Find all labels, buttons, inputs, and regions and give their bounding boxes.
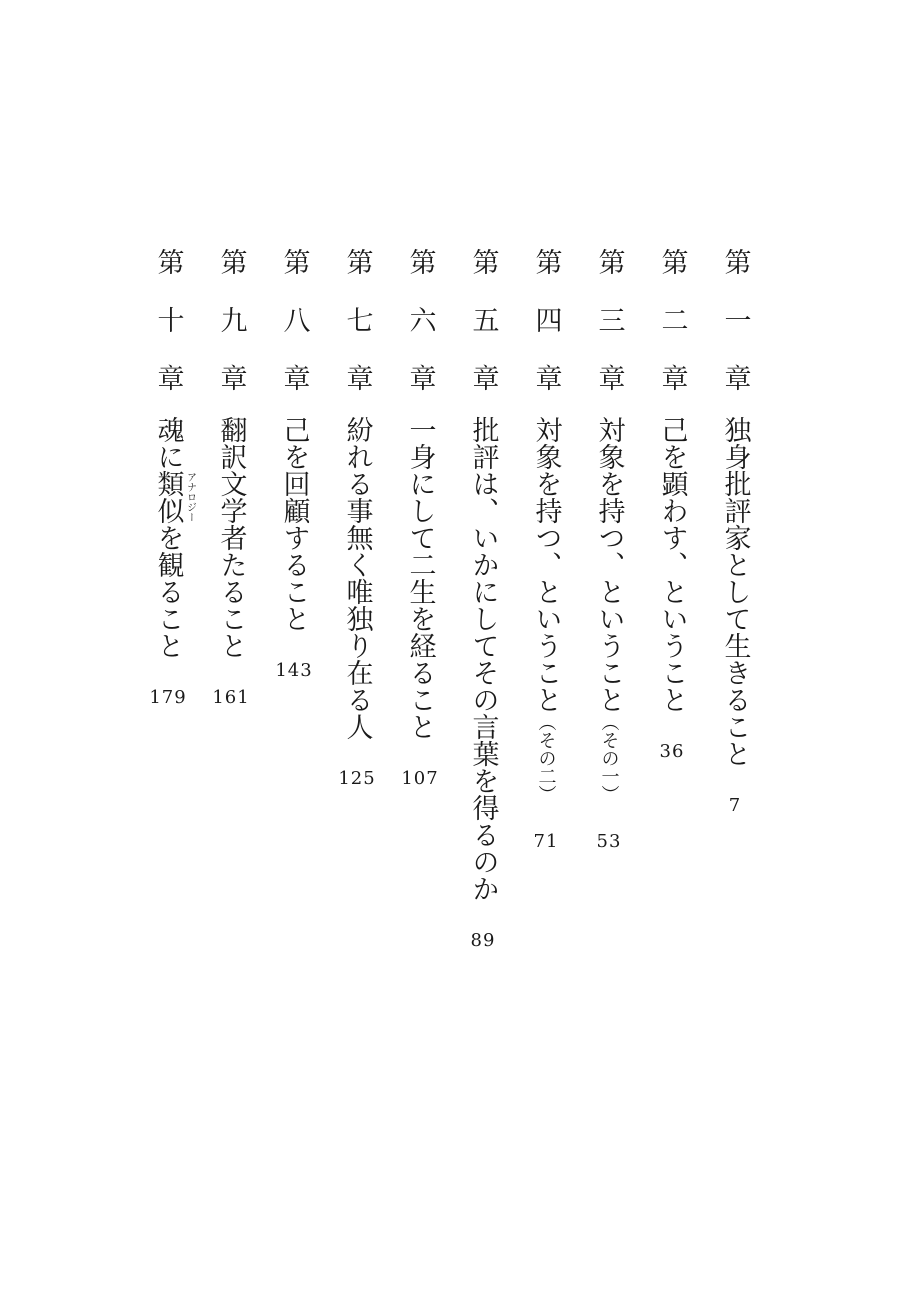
toc-entry-chapter-9[interactable] [211,248,251,707]
toc-entry-chapter-7[interactable] [337,248,377,788]
ruby-annotation: アナロジー [184,472,196,522]
chapter-title: 己を回顧すること [278,416,310,632]
toc-entry-chapter-1[interactable] [715,248,755,815]
page-number: 179 [149,687,187,708]
chapter-label: 第十章 [152,248,184,422]
chapter-title: 対象を持つ、ということ（その一） [593,416,625,803]
chapter-title: 翻訳文学者たること [215,416,247,659]
page-number: 143 [275,660,313,681]
page-number: 71 [533,831,559,852]
toc-entry-chapter-3[interactable] [589,248,629,851]
chapter-label: 第四章 [530,248,562,422]
page-number: 89 [470,930,496,951]
chapter-label: 第九章 [215,248,247,422]
chapter-label: 第五章 [467,248,499,422]
toc-entry-chapter-4[interactable] [526,248,566,851]
chapter-label: 第三章 [593,248,625,422]
toc-entry-chapter-8[interactable] [274,248,314,680]
chapter-label: 第二章 [656,248,688,422]
toc-entry-chapter-10[interactable] [148,248,196,708]
chapter-title: 紛れる事無く唯独り在る人 [341,416,373,740]
chapter-title: 独身批評家として生きること [719,416,751,767]
page-number: 107 [401,768,439,789]
chapter-title: 批評は、いかにしてその言葉を得るのか [467,416,499,902]
chapter-label: 第六章 [404,248,436,422]
chapter-title: 己を顕わす、ということ [656,416,688,713]
page-number: 53 [596,831,622,852]
chapter-title: 一身にして二生を経ること [404,416,436,740]
chapter-title: 対象を持つ、ということ（その二） [530,416,562,803]
page-number: 36 [659,741,685,762]
chapter-label: 第一章 [719,248,751,422]
chapter-label: 第七章 [341,248,373,422]
toc-entry-chapter-6[interactable] [400,248,440,788]
toc-entry-chapter-2[interactable] [652,248,692,761]
chapter-title: 魂に類似を観ること アナロジー [152,416,196,659]
page-number: 7 [728,795,742,816]
chapter-label: 第八章 [278,248,310,422]
toc-entry-chapter-5[interactable] [463,248,503,950]
page-number: 161 [212,687,250,708]
page-number: 125 [338,768,376,789]
